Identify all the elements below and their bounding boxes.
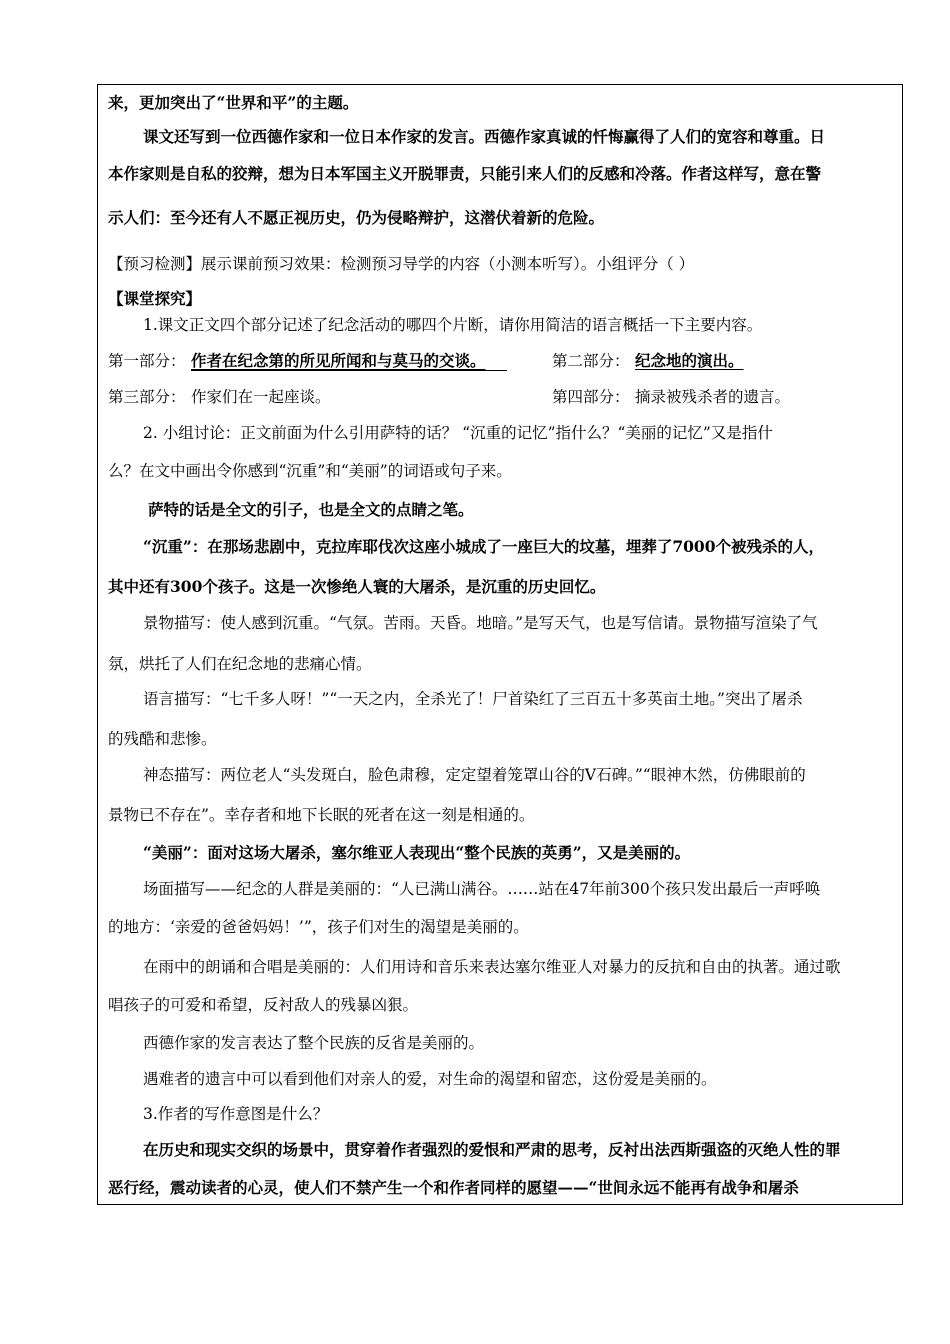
part-4-answer: 摘录被残杀者的遗言。 [635,388,791,406]
text-line: 的地方：‘亲爱的爸爸妈妈！’”，孩子们对生的渴望是美丽的。 [108,918,529,936]
preview-check-line: 【预习检测】展示课前预习效果：检测预习导学的内容（小测本听写）。小组评分（ ） [108,255,695,273]
text-line: 唱孩子的可爱和希望，反衬敌人的残暴凶狠。 [108,996,419,1014]
text-line: 来，更加突出了“世界和平”的主题。 [108,93,359,112]
text-line: 语言描写：“七千多人呀！”“一天之内，全杀光了！尸首染红了三百五十多英亩土地。”突出了屠杀 [143,690,803,708]
text-line: 景物描写：使人感到沉重。“气氛。苦雨。天昏。地暗。”是写天气，也是写信请。景物描写渲染了气 [143,614,818,632]
answer-line: 其中还有300个孩子。这是一次惨绝人寰的大屠杀，是沉重的历史回忆。 [108,577,606,596]
text-line: 神态描写：两位老人“头发斑白，脸色肃穆，定定望着笼罩山谷的V石碑。”“眼神木然，仿佛眼前的 [143,766,806,784]
text-line: 示人们：至今还有人不愿正视历史，仍为侵略辩护，这潜伏着新的危险。 [108,208,605,227]
text-line: 西德作家的发言表达了整个民族的反省是美丽的。 [143,1034,485,1052]
answer-line: 萨特的话是全文的引子，也是全文的点睛之笔。 [148,500,474,519]
section-heading-inquiry: 【课堂探究】 [108,289,202,308]
text-line: 在雨中的朗诵和合唱是美丽的：人们用诗和音乐来表达塞尔维亚人对暴力的反抗和自由的执著。通过歌 [143,958,841,976]
text-line: 的残酷和悲惨。 [108,730,217,748]
part-1-answer: 作者在纪念第的所见所闻和与莫马的交谈。 [191,351,486,370]
question-2: 2. 小组讨论：正文前面为什么引用萨特的话？ “沉重的记忆”指什么？“美丽的记忆”又是指什 [143,424,773,442]
question-3: 3.作者的写作意图是什么？ [143,1105,329,1123]
answer-line: 恶行经，震动读者的心灵，使人们不禁产生一个和作者同样的愿望——“世间永远不能再有战争和屠杀 [108,1178,799,1197]
part-3-answer: 作家们在一起座谈。 [191,388,331,406]
text-line: 氛，烘托了人们在纪念地的悲痛心情。 [108,655,372,673]
part-3-label: 第三部分： [108,388,186,406]
text-line: 课文还写到一位西德作家和一位日本作家的发言。西德作家真诚的忏悔赢得了人们的宽容和尊重。日 [143,127,826,146]
part-1-label: 第一部分： [108,352,186,370]
part-4-label: 第四部分： [552,388,630,406]
answer-line: “沉重”：在那场悲剧中，克拉库耶伐次这座小城成了一座巨大的坟墓，埋葬了7000个被残杀的人， [143,537,824,556]
part-2-answer: 纪念地的演出。 [635,351,744,370]
answer-underline [191,370,507,371]
answer-line: 在历史和现实交织的场景中，贯穿着作者强烈的爱恨和严肃的思考，反衬出法西斯强盗的灭绝人性的罪 [143,1140,841,1159]
question-1: 1.课文正文四个部分记述了纪念活动的哪四个片断，请你用简洁的语言概括一下主要内容。 [143,316,763,334]
text-line: 么？在文中画出令你感到“沉重”和“美丽”的词语或句子来。 [108,462,512,480]
text-line: 遇难者的遗言中可以看到他们对亲人的爱，对生命的渴望和留恋，这份爱是美丽的。 [143,1070,717,1088]
text-line: 场面描写——纪念的人群是美丽的：“人已满山满谷。……站在47年前300个孩只发出最后一声呼唤 [143,880,821,898]
answer-line: “美丽”：面对这场大屠杀，塞尔维亚人表现出“整个民族的英勇”，又是美丽的。 [143,843,691,862]
part-2-label: 第二部分： [552,352,630,370]
text-line: 景物已不存在”。幸存者和地下长眠的死者在这一刻是相通的。 [108,806,535,824]
text-line: 本作家则是自私的狡辩，想为日本军国主义开脱罪责，只能引来人们的反感和冷落。作者这样写，意在警 [108,164,822,183]
